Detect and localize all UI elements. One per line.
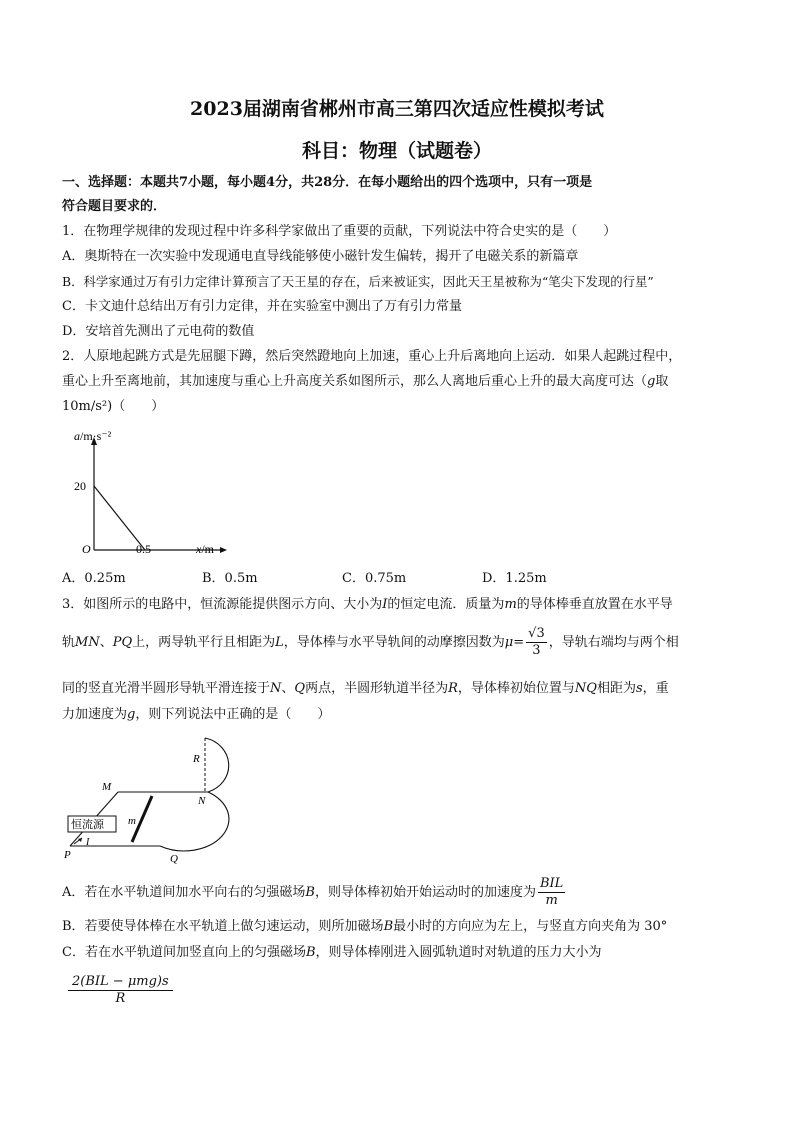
q2-stem-line2: 重心上升至离地前，其加速度与重心上升高度关系如图所示，那么人离地后重心上升的最大高度可达（g取 (62, 374, 669, 389)
q2-acceleration-graph (70, 428, 230, 563)
label-rod-mass: m (128, 815, 136, 827)
q1-option-b: B．科学家通过万有引力定律计算预言了天王星的存在，后来被证实，因此天王星被称为“笔尖下发现的行星” (62, 274, 654, 289)
current-source-label: 恒流源 (71, 819, 104, 831)
acceleration-line (94, 486, 145, 550)
section-heading-cont: 符合题目要求的． (62, 199, 167, 214)
y-tick-label: 20 (74, 479, 86, 493)
q3-option-c-answer (66, 974, 175, 1007)
q3-stem-line4: 力加速度为g，则下列说法中正确的是（ ） (62, 707, 331, 722)
section-heading: 一、选择题：本题共7小题，每小题4分，共28分．在每小题给出的四个选项中，只有一项是 (62, 175, 593, 190)
label-p-point: P (64, 849, 71, 861)
lower-semicircle-rail (160, 792, 229, 851)
x-axis-label: x/m (196, 542, 214, 556)
label-n-point: N (198, 795, 206, 807)
q3-stem-line1: 3．如图所示的电路中，恒流源能提供图示方向、大小为I的恒定电流．质量为m的导体棒垂直放置在水平导 (62, 597, 673, 612)
q3-option-a: A．若在水平轨道间加水平向右的匀强磁场 B ，则导体棒初始开始运动时的加速度为 $\frac{\text{BIL}}{m}$ (62, 876, 564, 908)
q2-option-c: C．0.75m (342, 571, 407, 586)
origin-label: O (82, 542, 91, 556)
q1-stem: 1．在物理学规律的发现过程中许多科学家做出了重要的贡献，下列说法中符合史实的是（ ） (62, 224, 617, 239)
q3-circuit-figure (60, 728, 280, 868)
q3-stem-line3: 同的竖直光滑半圆形导轨平滑连接于N、Q两点，半圆形轨道半径为R，导体棒初始位置与NQ相距为s，重 (62, 681, 669, 696)
vertical-semicircle-track (205, 738, 229, 792)
q1-option-a: A．奥斯特在一次实验中发现通电直导线能够使小磁针发生偏转，揭开了电磁关系的新篇章 (62, 249, 579, 264)
label-m-point: M (102, 781, 112, 793)
label-radius: R (193, 753, 200, 765)
q2-stem-line3: 10m/s²)（ ） (62, 399, 165, 414)
q2-option-d: D．1.25m (482, 571, 547, 586)
q1-option-c: C．卡文迪什总结出万有引力定律，并在实验室中测出了万有引力常量 (62, 299, 462, 314)
q3-stem-line2: 轨 MN 、 PQ 上，两导轨平行且相距为 L ，导体棒与水平导轨间的动摩擦因数为 μ = $\frac{√3}{3}$ ，导轨右端均与两个相 (62, 626, 679, 658)
q2-option-a: A．0.25m (62, 571, 126, 586)
q3-option-b: B．若要使导体棒在水平轨道上做匀速运动，则所加磁场B最小时的方向应为左上，与竖直方向夹角为 30° (62, 919, 668, 934)
y-axis-label: a/m·s⁻² (74, 429, 112, 443)
exam-title: 2023届湖南省郴州市高三第四次适应性模拟考试 (190, 98, 604, 120)
pressure-fraction: $\frac{\text{2(BIL − μmg)s}}{R}$ (68, 974, 173, 1007)
label-q-point: Q (170, 853, 178, 865)
x-axis-arrow-icon (220, 547, 227, 553)
exam-subject: 科目：物理（试题卷） (301, 140, 492, 162)
label-current: I (86, 837, 90, 848)
q2-stem-line1: 2．人原地起跳方式是先屈腿下蹲，然后突然蹬地向上加速，重心上升后离地向上运动．如果人起跳过程中， (62, 349, 682, 364)
bil-over-m-fraction: $\frac{\text{BIL}}{m}$ (539, 876, 564, 908)
q1-option-d: D．安培首先测出了元电荷的数值 (62, 324, 255, 339)
q3-option-c: C．若在水平轨道间加竖直向上的匀强磁场B，则导体棒刚进入圆弧轨道时对轨道的压力大小为 (62, 945, 602, 960)
q2-option-b: B．0.5m (202, 571, 258, 586)
x-tick-label: 0.5 (136, 542, 151, 556)
sqrt3-over-3-fraction: $\frac{√3}{3}$ (528, 626, 545, 658)
